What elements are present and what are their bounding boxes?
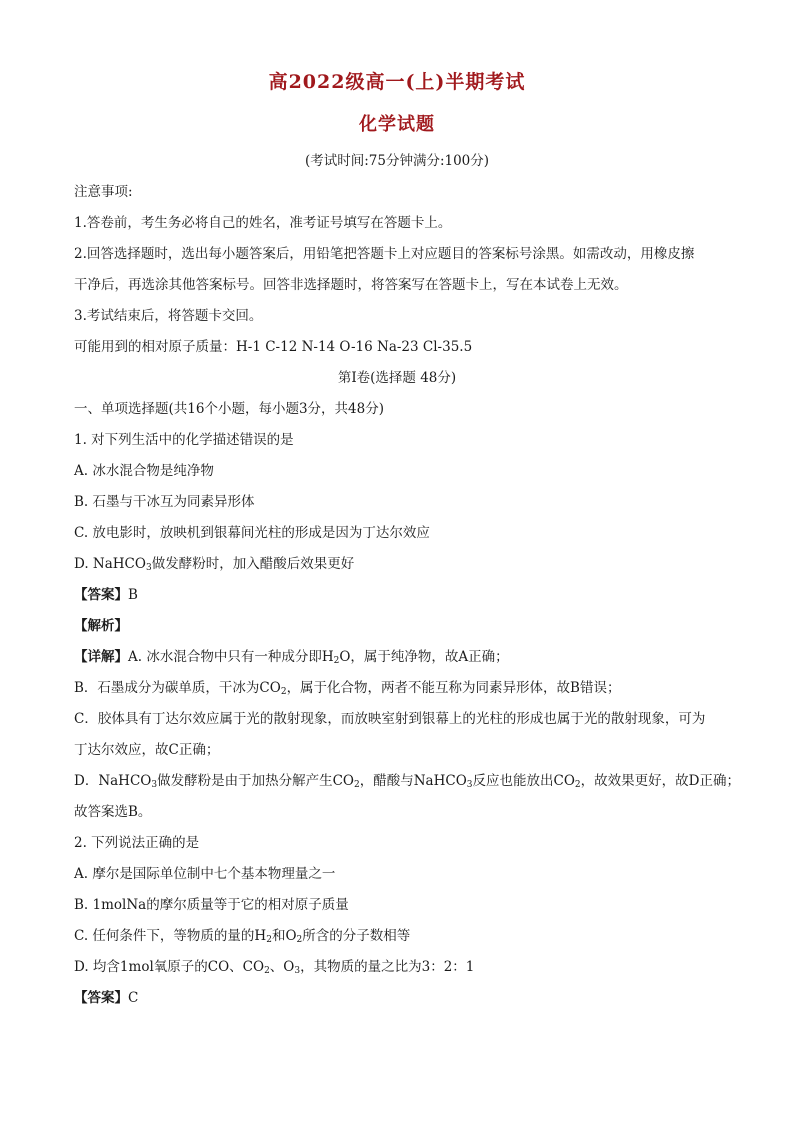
q1-answer [74,585,734,605]
q1-stem: 1. 对下列生活中的化学描述错误的是 [74,432,294,448]
notes-heading: 注意事项: [74,184,133,200]
note-2-line1: 2.回答选择题时，选出每小题答案后，用铅笔把答题卡上对应题目的答案标号涂黑。如需改动，用橡皮擦 [74,246,695,262]
q1-option-c: C. 放电影时，放映机到银幕间光柱的形成是因为丁达尔效应 [74,525,430,541]
q1-detail-d [74,771,740,791]
q1-detail-d-s3: 3 [466,780,473,790]
q1-detail-d-4: 反应也能放出CO [472,773,575,789]
q2-option-c-s2: 2 [296,935,303,945]
q1-detail-a-pre: A. 冰水混合物中只有一种成分即H [128,649,334,665]
q1-option-d-post: 做发酵粉时，加入醋酸后效果更好 [151,556,355,572]
q1-detail-a-sub: 2 [333,656,340,666]
q1-detail-d-s1: 3 [151,780,158,790]
q2-option-d-s2: 3 [294,966,301,976]
q2-option-d-3: ，其物质的量之比为3：2：1 [300,959,475,975]
question-type-title: 一、单项选择题(共16个小题，每小题3分，共48分) [74,401,384,417]
q2-answer-value: C [128,990,139,1006]
q1-detail-d-s4: 2 [574,780,581,790]
q1-detail-b-pre: B．石墨成分为碳单质，干冰为CO [74,680,281,696]
q1-detail-b-sub: 2 [280,687,287,697]
q1-detail-c-line2: 丁达尔效应，故C正确； [74,742,220,758]
q1-detail-tag: 【详解】 [74,649,128,665]
q1-analysis-tag: 【解析】 [74,618,128,634]
q2-answer [74,988,734,1008]
note-3: 3.考试结束后，将答题卡交回。 [74,308,263,324]
q1-option-d-sub: 3 [145,563,152,573]
q2-option-c-1: C. 任何条件下，等物质的量的H [74,928,267,944]
q1-option-d [74,554,734,574]
q1-detail-c-line1: C．胶体具有丁达尔效应属于光的散射现象，而放映室射到银幕上的光柱的形成也属于光的散射现象，可为 [74,711,706,727]
q1-detail-b [74,678,734,698]
q2-option-c-2: 和O [271,928,297,944]
q2-option-b: B. 1molNa的摩尔质量等于它的相对原子质量 [74,897,349,913]
q2-option-d-s1: 2 [264,966,270,976]
q1-detail-d-5: ，故效果更好，故D正确； [580,773,740,789]
q1-option-a: A. 冰水混合物是纯净物 [74,463,214,479]
q1-detail-d-2: 做发酵粉是由于加热分解产生CO [157,773,354,789]
q2-option-c-s1: 2 [266,935,272,945]
q1-option-d-pre: D. NaHCO [74,556,146,572]
q2-option-c [74,926,734,946]
exam-title: 高2022级高一(上)半期考试 [268,71,526,93]
q1-detail-d-1: D．NaHCO [74,773,152,789]
subject-title: 化学试题 [359,114,435,135]
q1-option-b: B. 石墨与干冰互为同素异形体 [74,494,255,510]
q1-detail-a [74,647,734,667]
q1-answer-value: B [128,587,138,603]
q1-detail-d-s2: 2 [354,780,360,790]
q2-option-a: A. 摩尔是国际单位制中七个基本物理量之一 [74,866,336,882]
q2-option-d [74,957,734,977]
q1-analysis [74,616,734,636]
exam-info: (考试时间:75分钟满分:100分) [304,153,490,169]
note-2-line2: 干净后，再选涂其他答案标号。回答非选择题时，将答案写在答题卡上，写在本试卷上无效。 [74,277,628,293]
q1-detail-a-post: O，属于纯净物，故A正确； [339,649,509,665]
q1-answer-tag: 【答案】 [74,587,128,603]
q1-detail-b-post: ，属于化合物，两者不能互称为同素异形体，故B错误； [286,680,621,696]
q1-detail-d-3: ，醋酸与NaHCO [359,773,467,789]
note-1: 1.答卷前，考生务必将自己的姓名，准考证号填写在答题卡上。 [74,215,452,231]
atomic-mass-note: 可能用到的相对原子质量：H-1 C-12 N-14 O-16 Na-23 Cl-35.5 [74,339,473,355]
part-title: 第I卷(选择题 48分) [337,370,457,386]
q2-option-d-1: D. 均含1mol氧原子的CO、CO [74,959,265,975]
q2-option-c-3: 所含的分子数相等 [302,928,411,944]
q2-stem: 2. 下列说法正确的是 [74,835,200,851]
q2-answer-tag: 【答案】 [74,990,128,1006]
q1-conclusion: 故答案选B。 [74,804,152,820]
q2-option-d-2: 、O [269,959,295,975]
